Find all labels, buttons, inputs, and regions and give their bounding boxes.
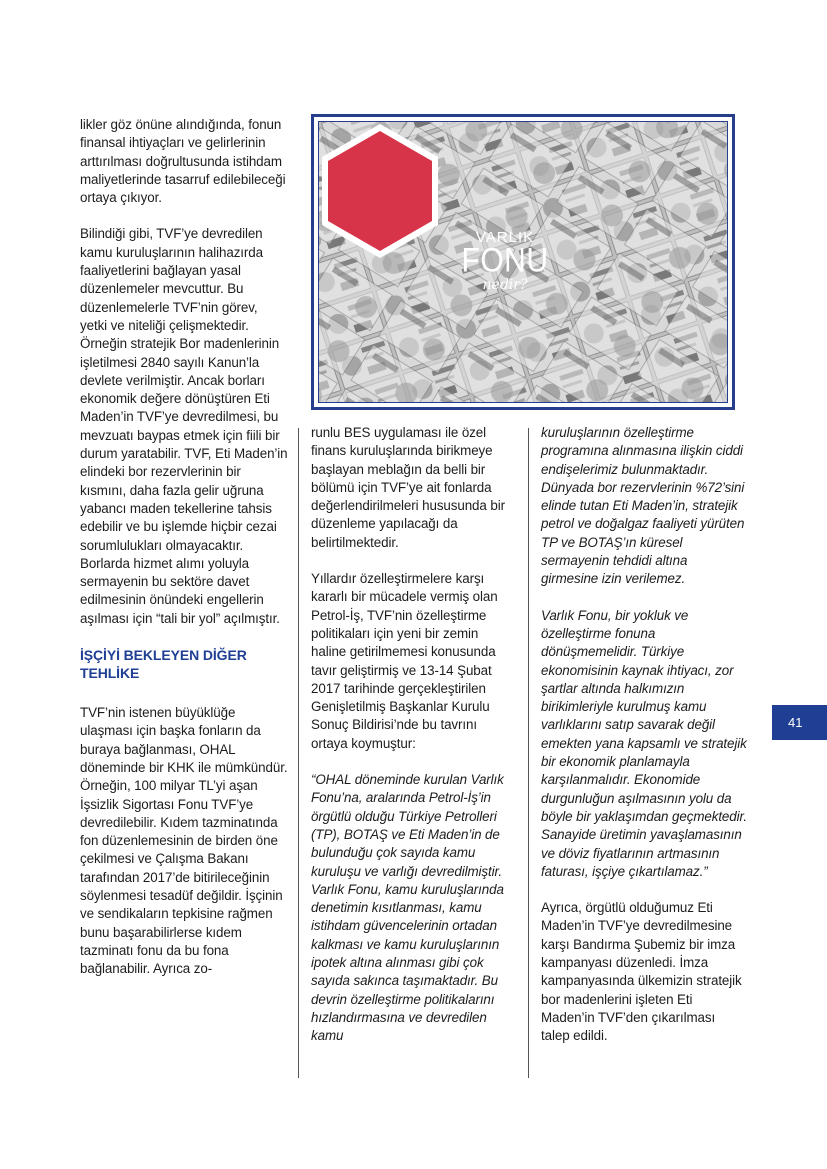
paragraph: runlu BES uygulaması ile özel finans kuruluşlarında birikmeye başlayan meblağın da belli bir bölümü için TVF’ye ait fonlarda değerlendirilmeleri hususunda bir düzenleme yapılacağı da belirtilmektedir. (311, 425, 505, 550)
page-number: 41 (788, 715, 803, 730)
paragraph: likler göz önüne alındığında, fonun finansal ihtiyaçları ve gelirlerinin arttırılması doğrultusunda istihdam maliyetlerinde tasarruf edilebileceği ortaya çıkıyor. (80, 117, 286, 206)
hero-illustration-frame (311, 114, 735, 410)
paragraph: Yıllardır özelleştirmelere karşı kararlı bir mücadele vermiş olan Petrol-İş, TVF’nin özelleştirme politikaları için yeni bir zemin haline getirilmemesi konusunda tavır geliştirmiş ve 13-14 Şubat 2017 tarihinde gerçekleştirilen Genişletilmiş Başkanlar Kurulu Sonuç Bildirisi’nde bu tavrını ortaya koymuştur: (311, 571, 498, 751)
article-column-3 (541, 424, 747, 1064)
quote-paragraph: Varlık Fonu, bir yokluk ve özelleştirme fonuna dönüşmemelidir. Türkiye ekonomisinin kaynak ihtiyacı, zor şartlar altında halkımızın birikimleriyle kurulmuş kamu varlıklarını satıp savarak değil emekten yana kapsamlı ve stratejik bir ekonomik planlamayla karşılanmalıdır. Ekonomide durgunluğun aşılmasının yolu da böyle bir yaklaşımdan geçmektedir. Sanayide üretimin yavaşlamasının ve döviz fiyatlarının artmasının faturası, işçiye çıkartılamaz.” (541, 607, 747, 879)
paragraph: TVF’nin istenen büyüklüğe ulaşması için başka fonların da buraya bağlanması, OHAL döneminde bir KHK ile mümkündür. Örneğin, 100 milyar TL’yi aşan İşsizlik Sigortası Fonu TVF’ye devredilebilir. Kıdem tazminatında fon düzenlemesinin de birden öne çekilmesi ve Çalışma Bakanı tarafından 2017’de bitirileceğinin söylenmesi tesadüf değildir. İşçinin ve sendikaların tepkisine rağmen bunu başarabilirlerse kıdem tazminatı fonu da bu fona bağlanabilir. Ayrıca zo- (80, 705, 288, 977)
hexagon-badge (319, 122, 441, 260)
paragraph: Bilindiği gibi, TVF’ye devredilen kamu kuruluşlarının halihazırda faaliyetlerini bağlayan yasal düzenlemeler mevcuttur. Bu düzenlemelerle TVF’nin görev, yetki ve niteliği çelişmektedir. Örneğin stratejik Bor madenlerinin işletilmesi 2840 sayılı Kanun’la devlete verilmiştir. Ancak borları ekonomik değere dönüştüren Eti Maden’in TVF’ye devredilmesi, bu mevzuatı baypas etmek için fiili bir durum yaratabilir. TVF, Eti Maden’in elindeki bor rezervlerinin bir kısmını, daha fazla gelir uğruna yabancı maden tekellerine tahsis edebilir ve bu işlemde hiçbir cezai sorumlulukları olmayacaktır. Borlarda hizmet alımı yoluyla sermayenin bu sektöre davet edilmesinin önündeki engellerin aşılması için “tali bir yol” açılmıştır. (80, 226, 288, 626)
article-column-1 (80, 116, 288, 996)
column-divider (528, 428, 529, 1078)
article-column-2 (311, 424, 516, 1064)
hero-title-line-2: FONU (461, 241, 549, 280)
section-subheading: İŞÇİYİ BEKLEYEN DİĞER TEHLİKE (80, 647, 247, 682)
quote-paragraph: kuruluşlarının özelleştirme programına alınmasına ilişkin ciddi endişelerimiz bulunmaktadır. Dünyada bor rezervlerinin %72’sini elinde tutan Eti Maden’in, stratejik petrol ve doğalgaz faaliyeti yürüten TP ve BOTAŞ’ın küresel sermayenin tehdidi altına girmesine izin verilemez. (541, 425, 745, 587)
hero-title-line-3: nedir? (482, 277, 528, 293)
quote-paragraph: “OHAL döneminde kurulan Varlık Fonu’na, aralarında Petrol-İş’in örgütlü olduğu Türkiye Petrolleri (TP), BOTAŞ ve Eti Maden’in de bulunduğu çok sayıda kamu kuruluşu ve varlığı devredilmiştir. Varlık Fonu, kamu kuruluşlarında denetimin kısıtlanması, kamu istihdam güvencelerinin ortadan kalkması ve kamu kuruluşlarının ipotek altına alınması gibi çok sayıda sakınca taşımaktadır. Bu devrin özelleştirme politikalarını hızlandırmasına ve devredilen kamu (311, 772, 504, 1044)
column-divider (298, 428, 299, 1078)
page-number-tab (772, 705, 827, 740)
paragraph: Ayrıca, örgütlü olduğumuz Eti Maden’in TVF’ye devredilmesine karşı Bandırma Şubemiz bir imza kampanyası düzenledi. İmza kampanyasında ülkemizin stratejik bor madenlerini işleten Eti Maden’in TVF’den çıkarılması talep edildi. (541, 900, 742, 1044)
banknote-collage-image (318, 121, 728, 403)
hero-title-line-1: VARLIK (475, 229, 535, 246)
hexagon-title (444, 230, 566, 294)
